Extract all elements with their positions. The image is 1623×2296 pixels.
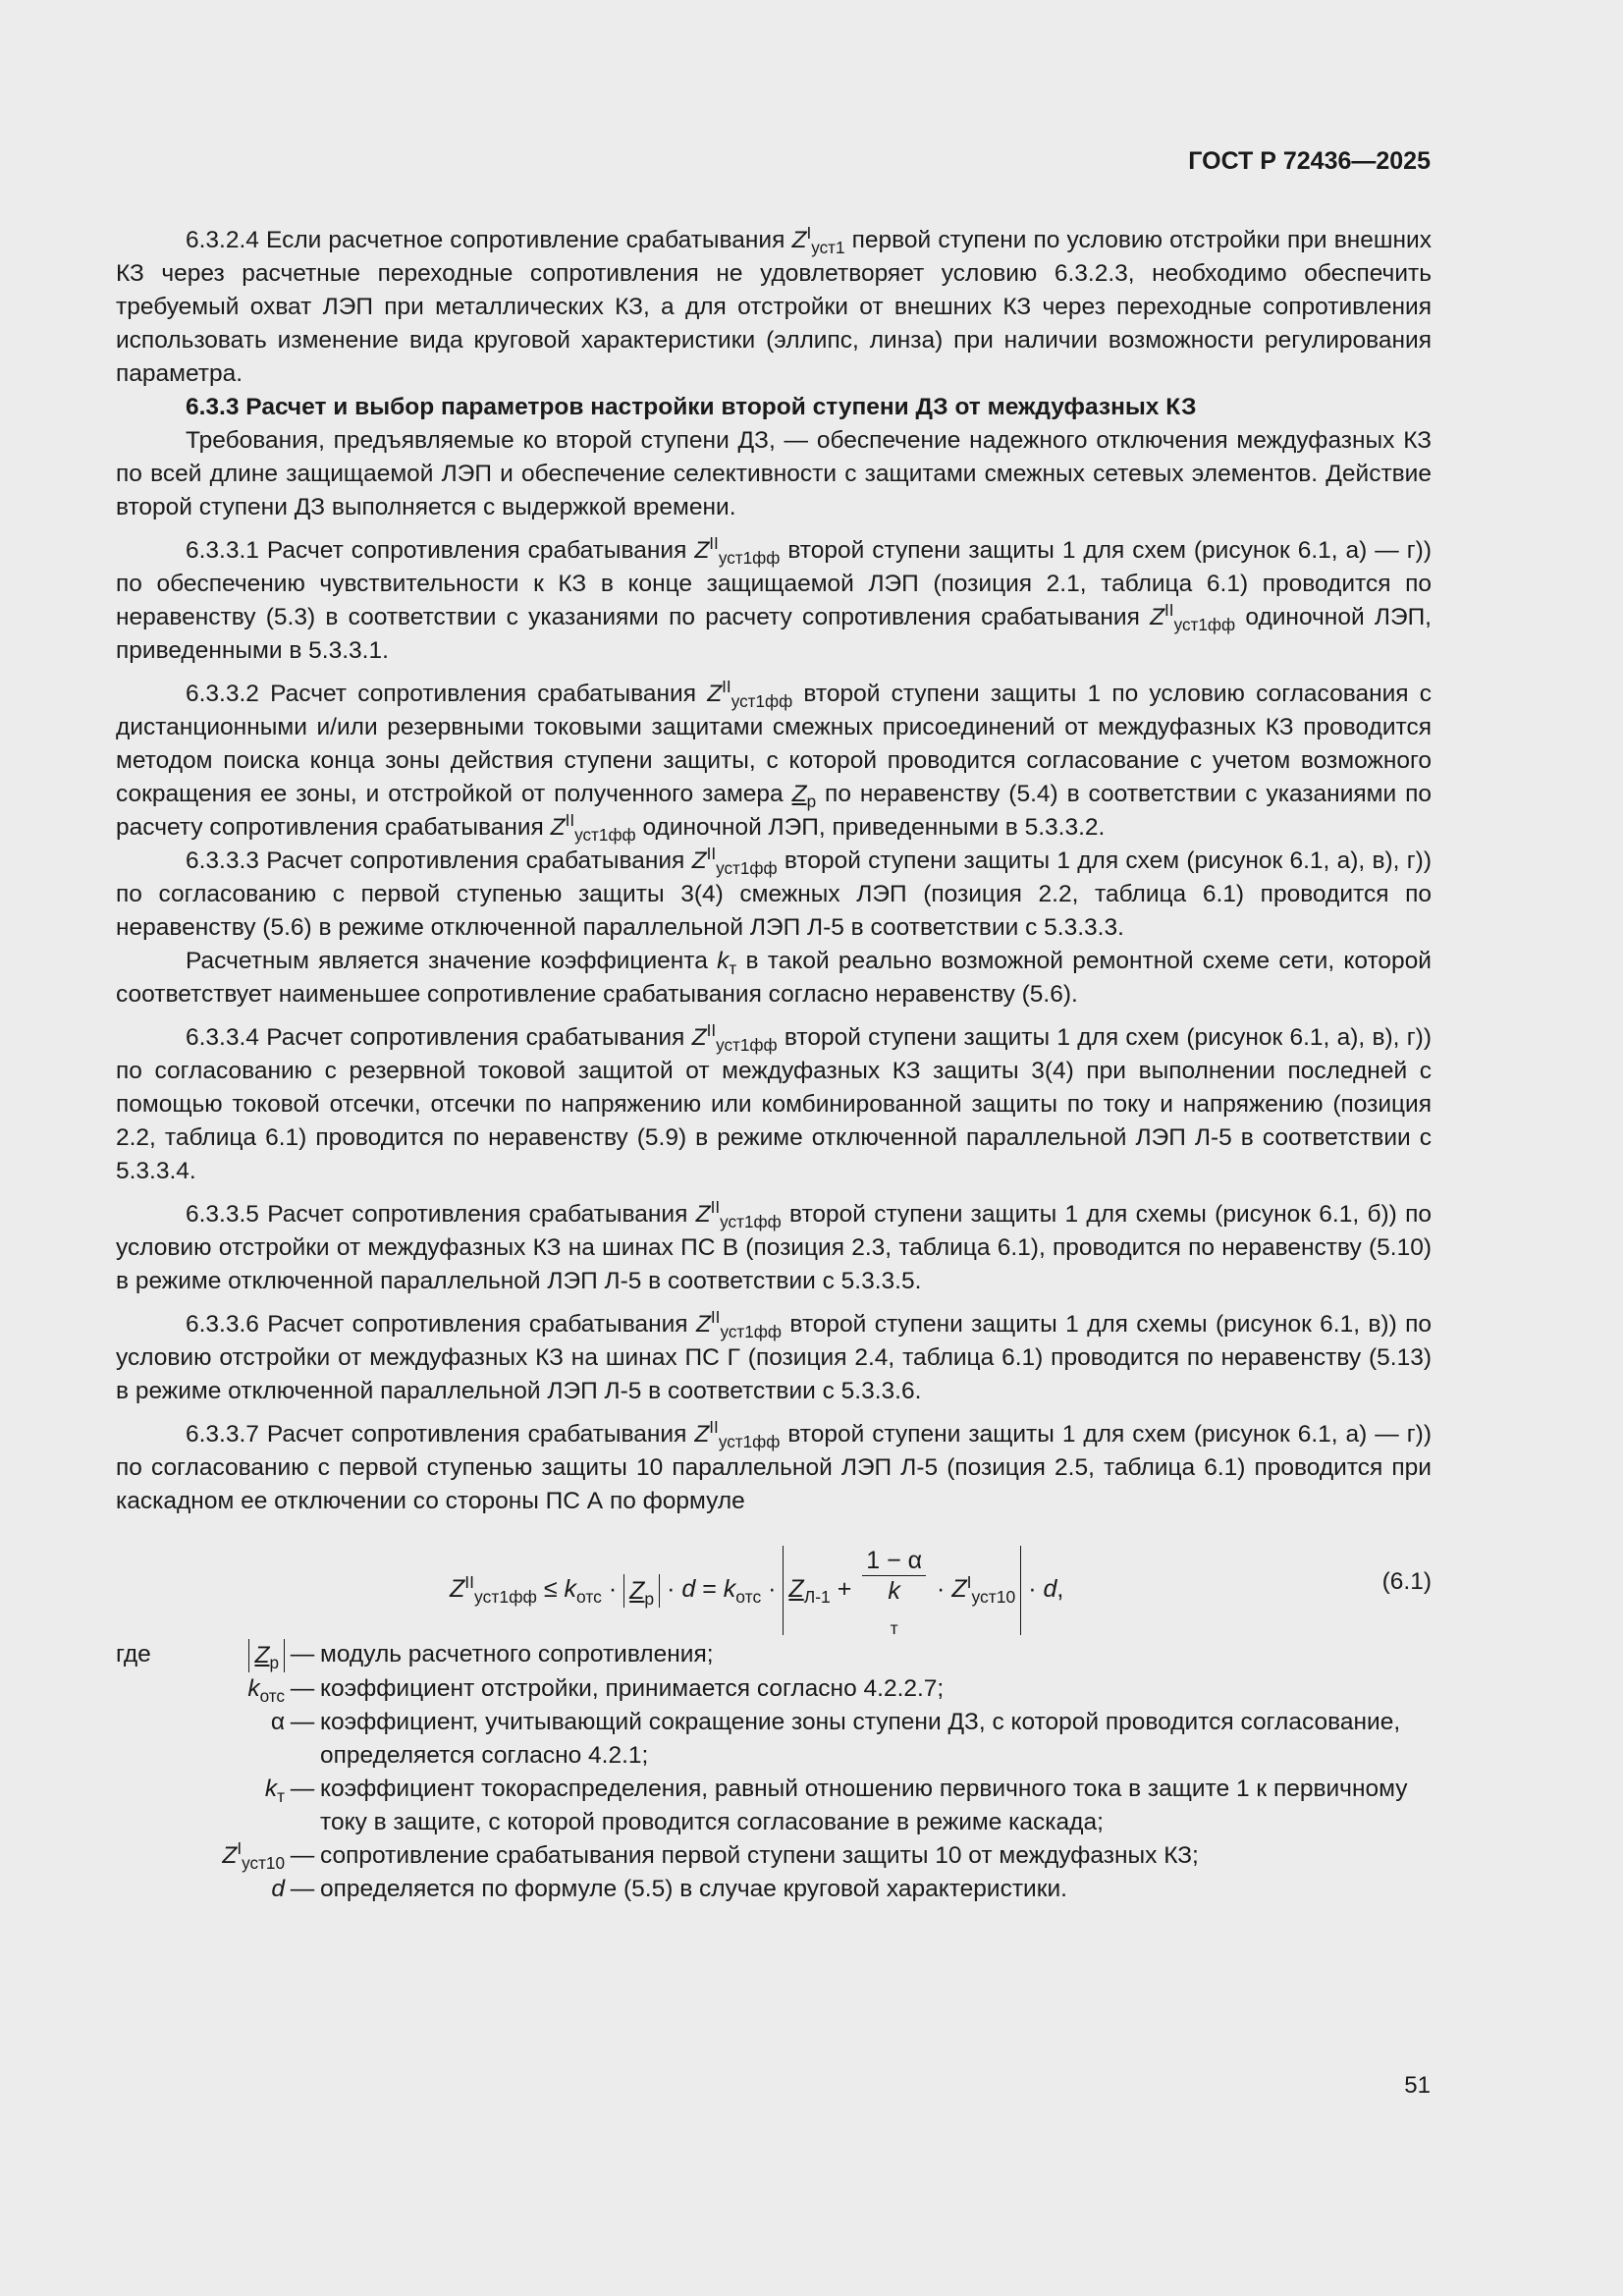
where-label: где [116, 1641, 151, 1667]
paragraph-6-3-3-5: 6.3.3.5 Расчет сопротивления срабатывания $Z^{II}_{уст1фф}$ второй ступени защиты 1 для схемы (рисунок 6.1, б)) по условию отстройки от междуфазных КЗ на шинах ПС В (позиция 2.3, таблица 6.1), проводится по неравенству (5.10) в режиме отключенной параллельной ЛЭП Л-5 в соответствии с 5.3.3.5. [116, 1196, 1432, 1294]
formula-expression: $Z^{II}_{уст1фф} \le k_{отс} \cdot Z_р \cdot d = k_{отс} \cdot Z_{Л-1}$ + 1 − α k $_т$ · $Z^I_{уст10} \cdot d$, [450, 1547, 1064, 1638]
paragraph-6-3-3-7: 6.3.3.7 Расчет сопротивления срабатывания $Z^{II}_{уст1фф}$ второй ступени защиты 1 для схем (рисунок 6.1, а) — г)) по согласованию с первой ступенью защиты 10 параллельной ЛЭП Л-5 (позиция 2.5, таблица 6.1) проводится при каскадном ее отключении со стороны ПС А по формуле [116, 1416, 1432, 1514]
definition-item: $k_т$ — коэффициент токораспределения, равный отношению первичного тока в защите 1 к первичному току в защите, с которой проводится согласование в режиме каскада; [264, 1775, 1408, 1835]
paragraph-6-3-3-1: 6.3.3.1 Расчет сопротивления срабатывания $Z^{II}_{уст1фф}$ второй ступени защиты 1 для схем (рисунок 6.1, а) — г)) по обеспечению чувствительности к КЗ в конце защищаемой ЛЭП (позиция 2.1, таблица 6.1) проводится по неравенству (5.3) в соответствии с указаниями по расчету сопротивления срабатывания $Z^{II}_{уст1фф}$ одиночной ЛЭП, приведенными в 5.3.3.1. [116, 532, 1432, 664]
paragraph-6-3-3: Требования, предъявляемые ко второй ступени ДЗ, — обеспечение надежного отключения междуфазных КЗ по всей длине защищаемой ЛЭП и обеспечение селективности с защитами смежных сетевых элементов. Действие второй ступени ДЗ выполняется с выдержкой времени. [116, 427, 1432, 520]
section-heading-6-3-3: 6.3.3 Расчет и выбор параметров настройки второй ступени ДЗ от междуфазных КЗ [186, 394, 1197, 420]
paragraph-6-3-3-6: 6.3.3.6 Расчет сопротивления срабатывания $Z^{II}_{уст1фф}$ второй ступени защиты 1 для схемы (рисунок 6.1, в)) по условию отстройки от междуфазных КЗ на шинах ПС Г (позиция 2.4, таблица 6.1) проводится по неравенству (5.13) в режиме отключенной параллельной ЛЭП Л-5 в соответствии с 5.3.3.6. [116, 1306, 1432, 1404]
document-body [116, 224, 1432, 1906]
definition-item: $Z^I_{уст10}$ — сопротивление срабатывания первой ступени защиты 10 от междуфазных КЗ; [222, 1837, 1199, 1873]
paragraph-6-3-2-4: 6.3.2.4 Если расчетное сопротивление срабатывания $Z^I_{уст1}$ первой ступени по условию отстройки при внешних КЗ через расчетные переходные сопротивления не удовлетворяет условию 6.3.2.3, необходимо обеспечить требуемый охват ЛЭП при металлических КЗ, а для отстройки от внешних КЗ через переходные сопротивления использовать изменение вида круговой характеристики (эллипс, линза) при наличии возможности регулирования параметра. [116, 222, 1432, 387]
paragraph-6-3-3-3-b: Расчетным является значение коэффициента $k_т$ в такой реально возможной ремонтной схеме сети, которой соответствует наименьшее сопротивление срабатывания согласно неравенству (5.6). [116, 948, 1432, 1008]
definition-item: α — коэффициент, учитывающий сокращение зоны ступени ДЗ, с которой проводится согласование, определяется согласно 4.2.1; [270, 1708, 1401, 1769]
paragraph-6-3-3-4: 6.3.3.4 Расчет сопротивления срабатывания $Z^{II}_{уст1фф}$ второй ступени защиты 1 для схем (рисунок 6.1, а), в), г)) по согласованию с резервной токовой защитой от междуфазных КЗ защиты 3(4) при выполнении последней с помощью токовой отсечки, отсечки по напряжению или комбинированной защиты по току и напряжению (позиция 2.2, таблица 6.1) проводится по неравенству (5.9) в режиме отключенной параллельной ЛЭП Л-5 в соответствии с 5.3.3.4. [116, 1019, 1432, 1184]
document-header: ГОСТ Р 72436—2025 [1188, 147, 1431, 175]
definition-item: $Z_р$ — модуль расчетного сопротивления; [116, 1638, 1432, 1672]
definitions-list [116, 1638, 1432, 1906]
paragraph-6-3-3-2: 6.3.3.2 Расчет сопротивления срабатывания $Z^{II}_{уст1фф}$ второй ступени защиты 1 по условию согласования с дистанционными и/или резервными токовыми защитами смежных присоединений от междуфазных КЗ проводится методом поиска конца зоны действия ступени защиты, с которой проводится согласование с учетом возможного сокращения ее зоны, и отстройкой от полученного замера $Z_р$ по неравенству (5.4) в соответствии с указаниями по расчету сопротивления срабатывания $Z^{II}_{уст1фф}$ одиночной ЛЭП, приведенными в 5.3.3.2. [116, 676, 1432, 845]
definition-item: d — определяется по формуле (5.5) в случае круговой характеристики. [271, 1875, 1067, 1902]
definition-item: $k_{отс}$ — коэффициент отстройки, принимается согласно 4.2.2.7; [247, 1674, 945, 1706]
formula-6-1 [116, 1538, 1432, 1638]
page-number: 51 [1404, 2072, 1431, 2099]
paragraph-6-3-3-3: 6.3.3.3 Расчет сопротивления срабатывания $Z^{II}_{уст1фф}$ второй ступени защиты 1 для схем (рисунок 6.1, а), в), г)) по согласованию с первой ступенью защиты 3(4) смежных ЛЭП (позиция 2.2, таблица 6.1) проводится по неравенству (5.6) в режиме отключенной параллельной ЛЭП Л-5 в соответствии с 5.3.3.3. [116, 843, 1432, 941]
formula-number: (6.1) [1381, 1568, 1432, 1595]
